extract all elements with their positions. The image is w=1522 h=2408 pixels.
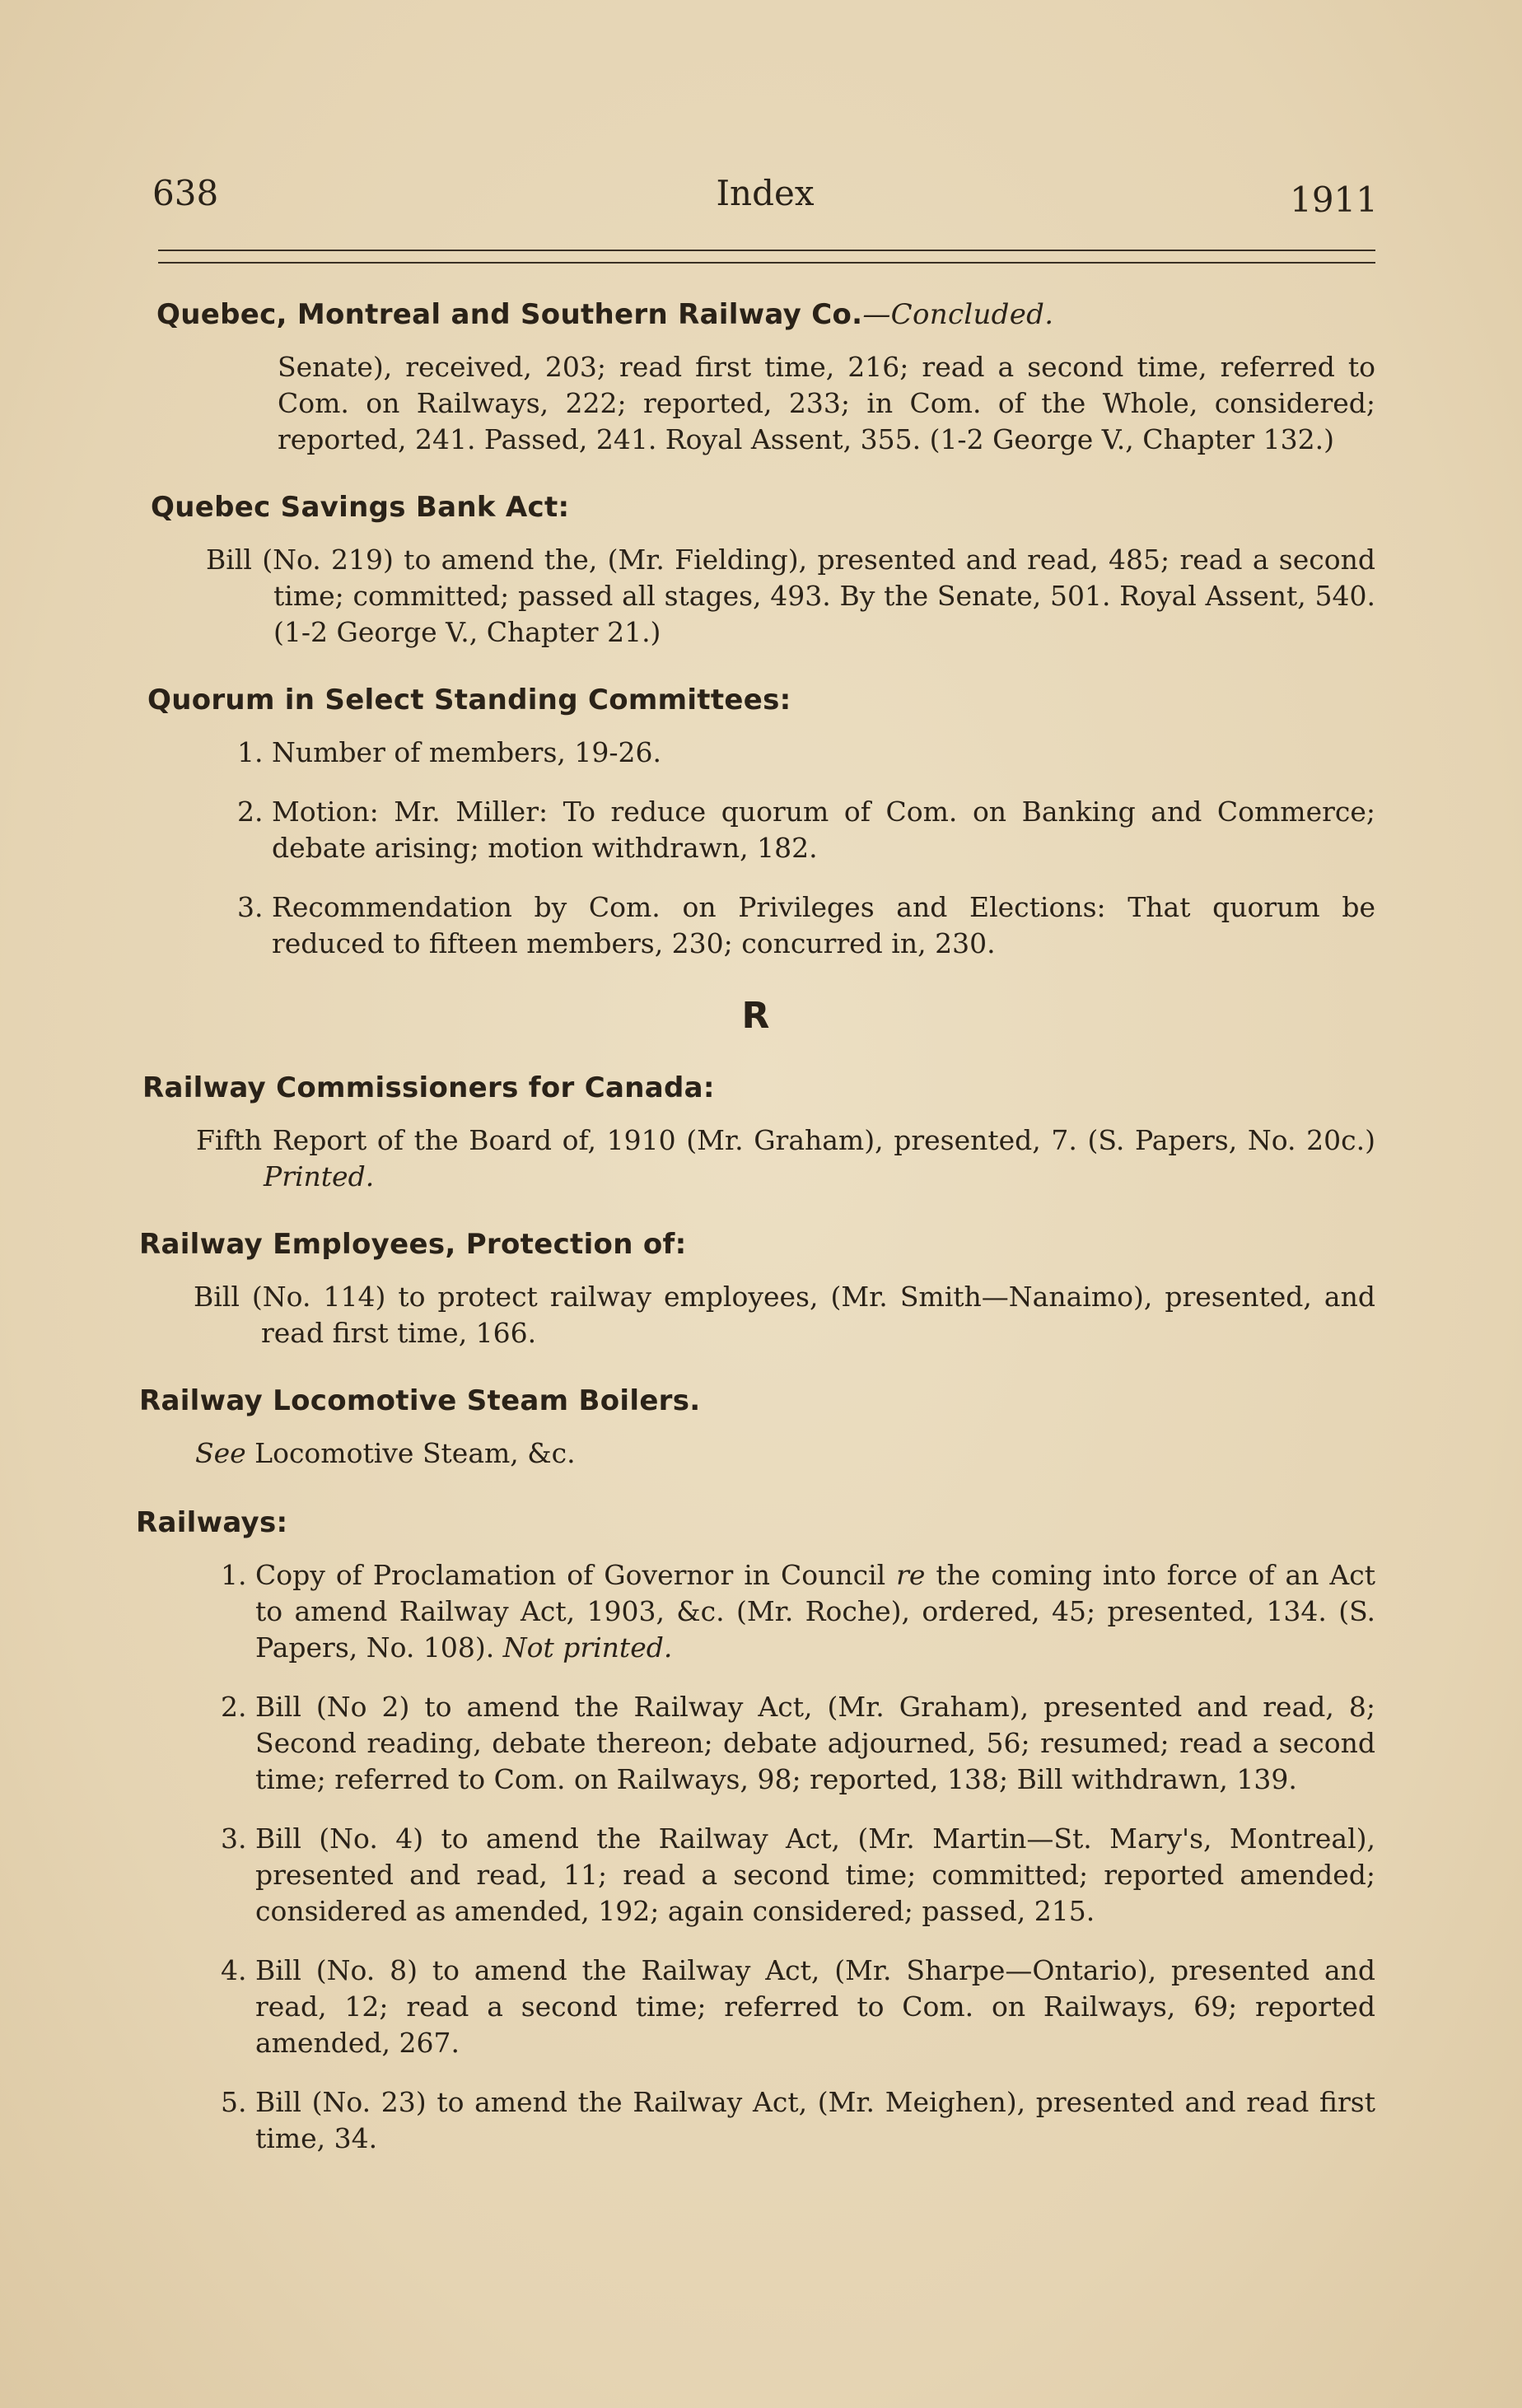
item-text-cont: the coming into force of an Act to amend Railway Act, 1903, &c. (Mr. Roche), ordered, 45; presented, 134. (S. Papers, No. 108). xyxy=(255,1559,1375,1664)
heading-continued: —Concluded. xyxy=(862,298,1054,331)
entry-text: Senate), received, 203; read first time, 216; read a second time, referred to Com. on Railways, 222; reported, 233; in Com. of the Whole, considered; reported, 241. Passed, 241. Royal Assent, 355. (1-2 George V., Chapter 132.) xyxy=(278,351,1375,455)
numbered-list xyxy=(136,735,1375,962)
header-year: 1911 xyxy=(1290,180,1378,220)
entry-heading: Quebec Savings Bank Act: xyxy=(151,491,570,524)
entry-heading: Railway Employees, Protection of: xyxy=(139,1228,687,1261)
index-content xyxy=(136,296,1375,2190)
entry-heading: Railway Locomotive Steam Boilers. xyxy=(139,1384,701,1417)
list-item xyxy=(136,2084,1375,2157)
list-item xyxy=(136,794,1375,866)
list-item xyxy=(136,1953,1375,2061)
item-italic-re: re xyxy=(896,1559,926,1591)
page-header xyxy=(152,173,1378,231)
item-number: 2. xyxy=(221,1691,247,1723)
entry-text: Bill (No. 219) to amend the, (Mr. Fielding), presented and read, 485; read a second time; committed; passed all stages, 493. By the Senate, 501. Royal Assent, 540. (1-2 George V., Chapter 21.) xyxy=(206,544,1375,648)
item-text: Bill (No 2) to amend the Railway Act, (Mr. Graham), presented and read, 8; Second reading, debate thereon; debate adjourned, 56; resumed; read a second time; referred to Com. on Railways, 98; reported, 138; Bill withdrawn, 139. xyxy=(255,1691,1375,1795)
item-number: 2. xyxy=(237,796,264,828)
item-text: Bill (No. 23) to amend the Railway Act, (Mr. Meighen), presented and read first time, 34. xyxy=(255,2086,1375,2154)
entry-text xyxy=(136,1122,1375,1195)
entry-heading xyxy=(156,296,1375,333)
item-text: Bill (No. 8) to amend the Railway Act, (Mr. Sharpe—Ontario), presented and read, 12; read a second time; referred to Com. on Railways, 69; reported amended, 267. xyxy=(255,1954,1375,2059)
numbered-list xyxy=(136,1557,1375,2157)
entry-heading: Quorum in Select Standing Committees: xyxy=(147,684,791,716)
entry-heading: Railway Commissioners for Canada: xyxy=(142,1071,715,1104)
item-text: Number of members, 19-26. xyxy=(272,736,661,768)
entry-status: Printed. xyxy=(264,1160,375,1192)
item-number: 1. xyxy=(237,736,264,768)
item-text: Bill (No. 4) to amend the Railway Act, (Mr. Martin—St. Mary's, Montreal), presented and read, 11; read a second time; committed; reported amended; considered as amended, 192; again considered; passed, 215. xyxy=(255,1822,1375,1927)
item-number: 4. xyxy=(221,1954,247,1986)
item-text: Recommendation by Com. on Privileges and Elections: That quorum be reduced to fifteen members, 230; concurred in, 230. xyxy=(272,891,1375,959)
list-item xyxy=(136,1821,1375,1930)
list-item xyxy=(136,889,1375,962)
item-number: 1. xyxy=(221,1559,247,1591)
entry-text-main: Fifth Report of the Board of, 1910 (Mr. Graham), presented, 7. (S. Papers, No. 20c.) xyxy=(196,1124,1375,1156)
item-text: Motion: Mr. Miller: To reduce quorum of Com. on Banking and Commerce; debate arising; motion withdrawn, 182. xyxy=(272,796,1375,864)
list-item xyxy=(136,1557,1375,1666)
heading-text: Quebec, Montreal and Southern Railway Co. xyxy=(156,298,863,331)
header-rule xyxy=(158,250,1375,251)
item-number: 3. xyxy=(221,1822,247,1855)
header-title: Index xyxy=(716,173,815,213)
see-target: Locomotive Steam, &c. xyxy=(254,1437,576,1469)
list-item xyxy=(136,735,1375,771)
see-reference xyxy=(136,1435,1375,1472)
list-item xyxy=(136,1689,1375,1798)
entry-text: Bill (No. 114) to protect railway employees, (Mr. Smith—Nanaimo), presented, and read first time, 166. xyxy=(194,1281,1375,1349)
header-rule-double xyxy=(158,262,1375,264)
item-text: Copy of Proclamation of Governor in Council xyxy=(255,1559,886,1591)
see-label: See xyxy=(195,1437,246,1469)
item-number: 5. xyxy=(221,2086,247,2118)
item-number: 3. xyxy=(237,891,264,923)
page-number: 638 xyxy=(152,173,219,213)
section-letter: R xyxy=(741,995,770,1037)
item-status: Not printed. xyxy=(502,1631,673,1664)
entry-heading: Railways: xyxy=(136,1506,288,1539)
